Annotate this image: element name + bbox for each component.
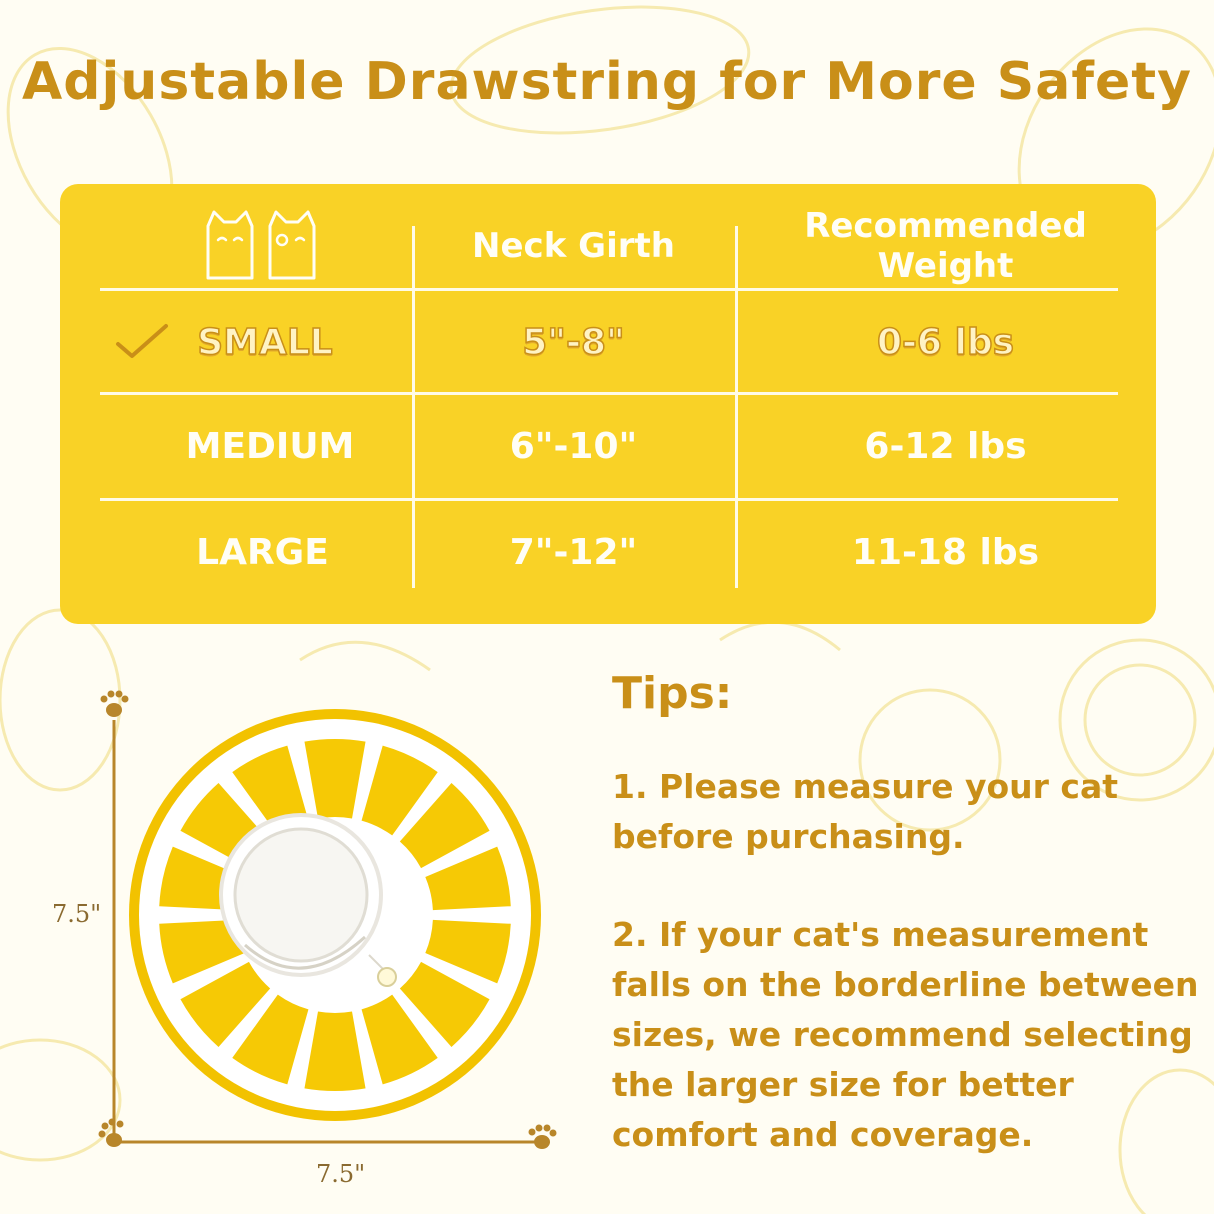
neck-medium: 6"-10" (509, 425, 638, 467)
header-recommended-weight: Recommended Weight (804, 206, 1087, 286)
neck-small: 5"-8" (522, 321, 625, 363)
tip-item-1: 1. Please measure your cat before purchasing. (612, 767, 1119, 856)
height-dimension-label: 7.5" (52, 900, 102, 928)
paw-icon (99, 1119, 124, 1148)
check-icon (114, 322, 170, 362)
size-small: SMALL (197, 321, 333, 363)
weight-large: 11-18 lbs (851, 531, 1040, 573)
size-medium: MEDIUM (185, 425, 355, 467)
lemon-cone-collar-image (125, 705, 545, 1125)
neck-large: 7"-12" (509, 531, 638, 573)
row-divider (100, 288, 1118, 291)
cats-icon (200, 204, 320, 284)
paw-icon (529, 1125, 557, 1150)
size-table (60, 184, 1156, 624)
tips-title: Tips: (612, 668, 733, 719)
page-title: Adjustable Drawstring for More Safety (22, 52, 1192, 112)
tip-item-2: 2. If your cat's measurement falls on the borderline between sizes, we recommend selecting the larger size for better comfort and coverage. (612, 915, 1199, 1154)
row-divider (100, 498, 1118, 501)
size-large: LARGE (196, 531, 329, 573)
header-neck-girth: Neck Girth (472, 226, 675, 266)
row-divider (100, 392, 1118, 395)
weight-medium: 6-12 lbs (864, 425, 1027, 467)
weight-small: 0-6 lbs (876, 321, 1015, 363)
width-dimension-label: 7.5" (316, 1160, 366, 1188)
